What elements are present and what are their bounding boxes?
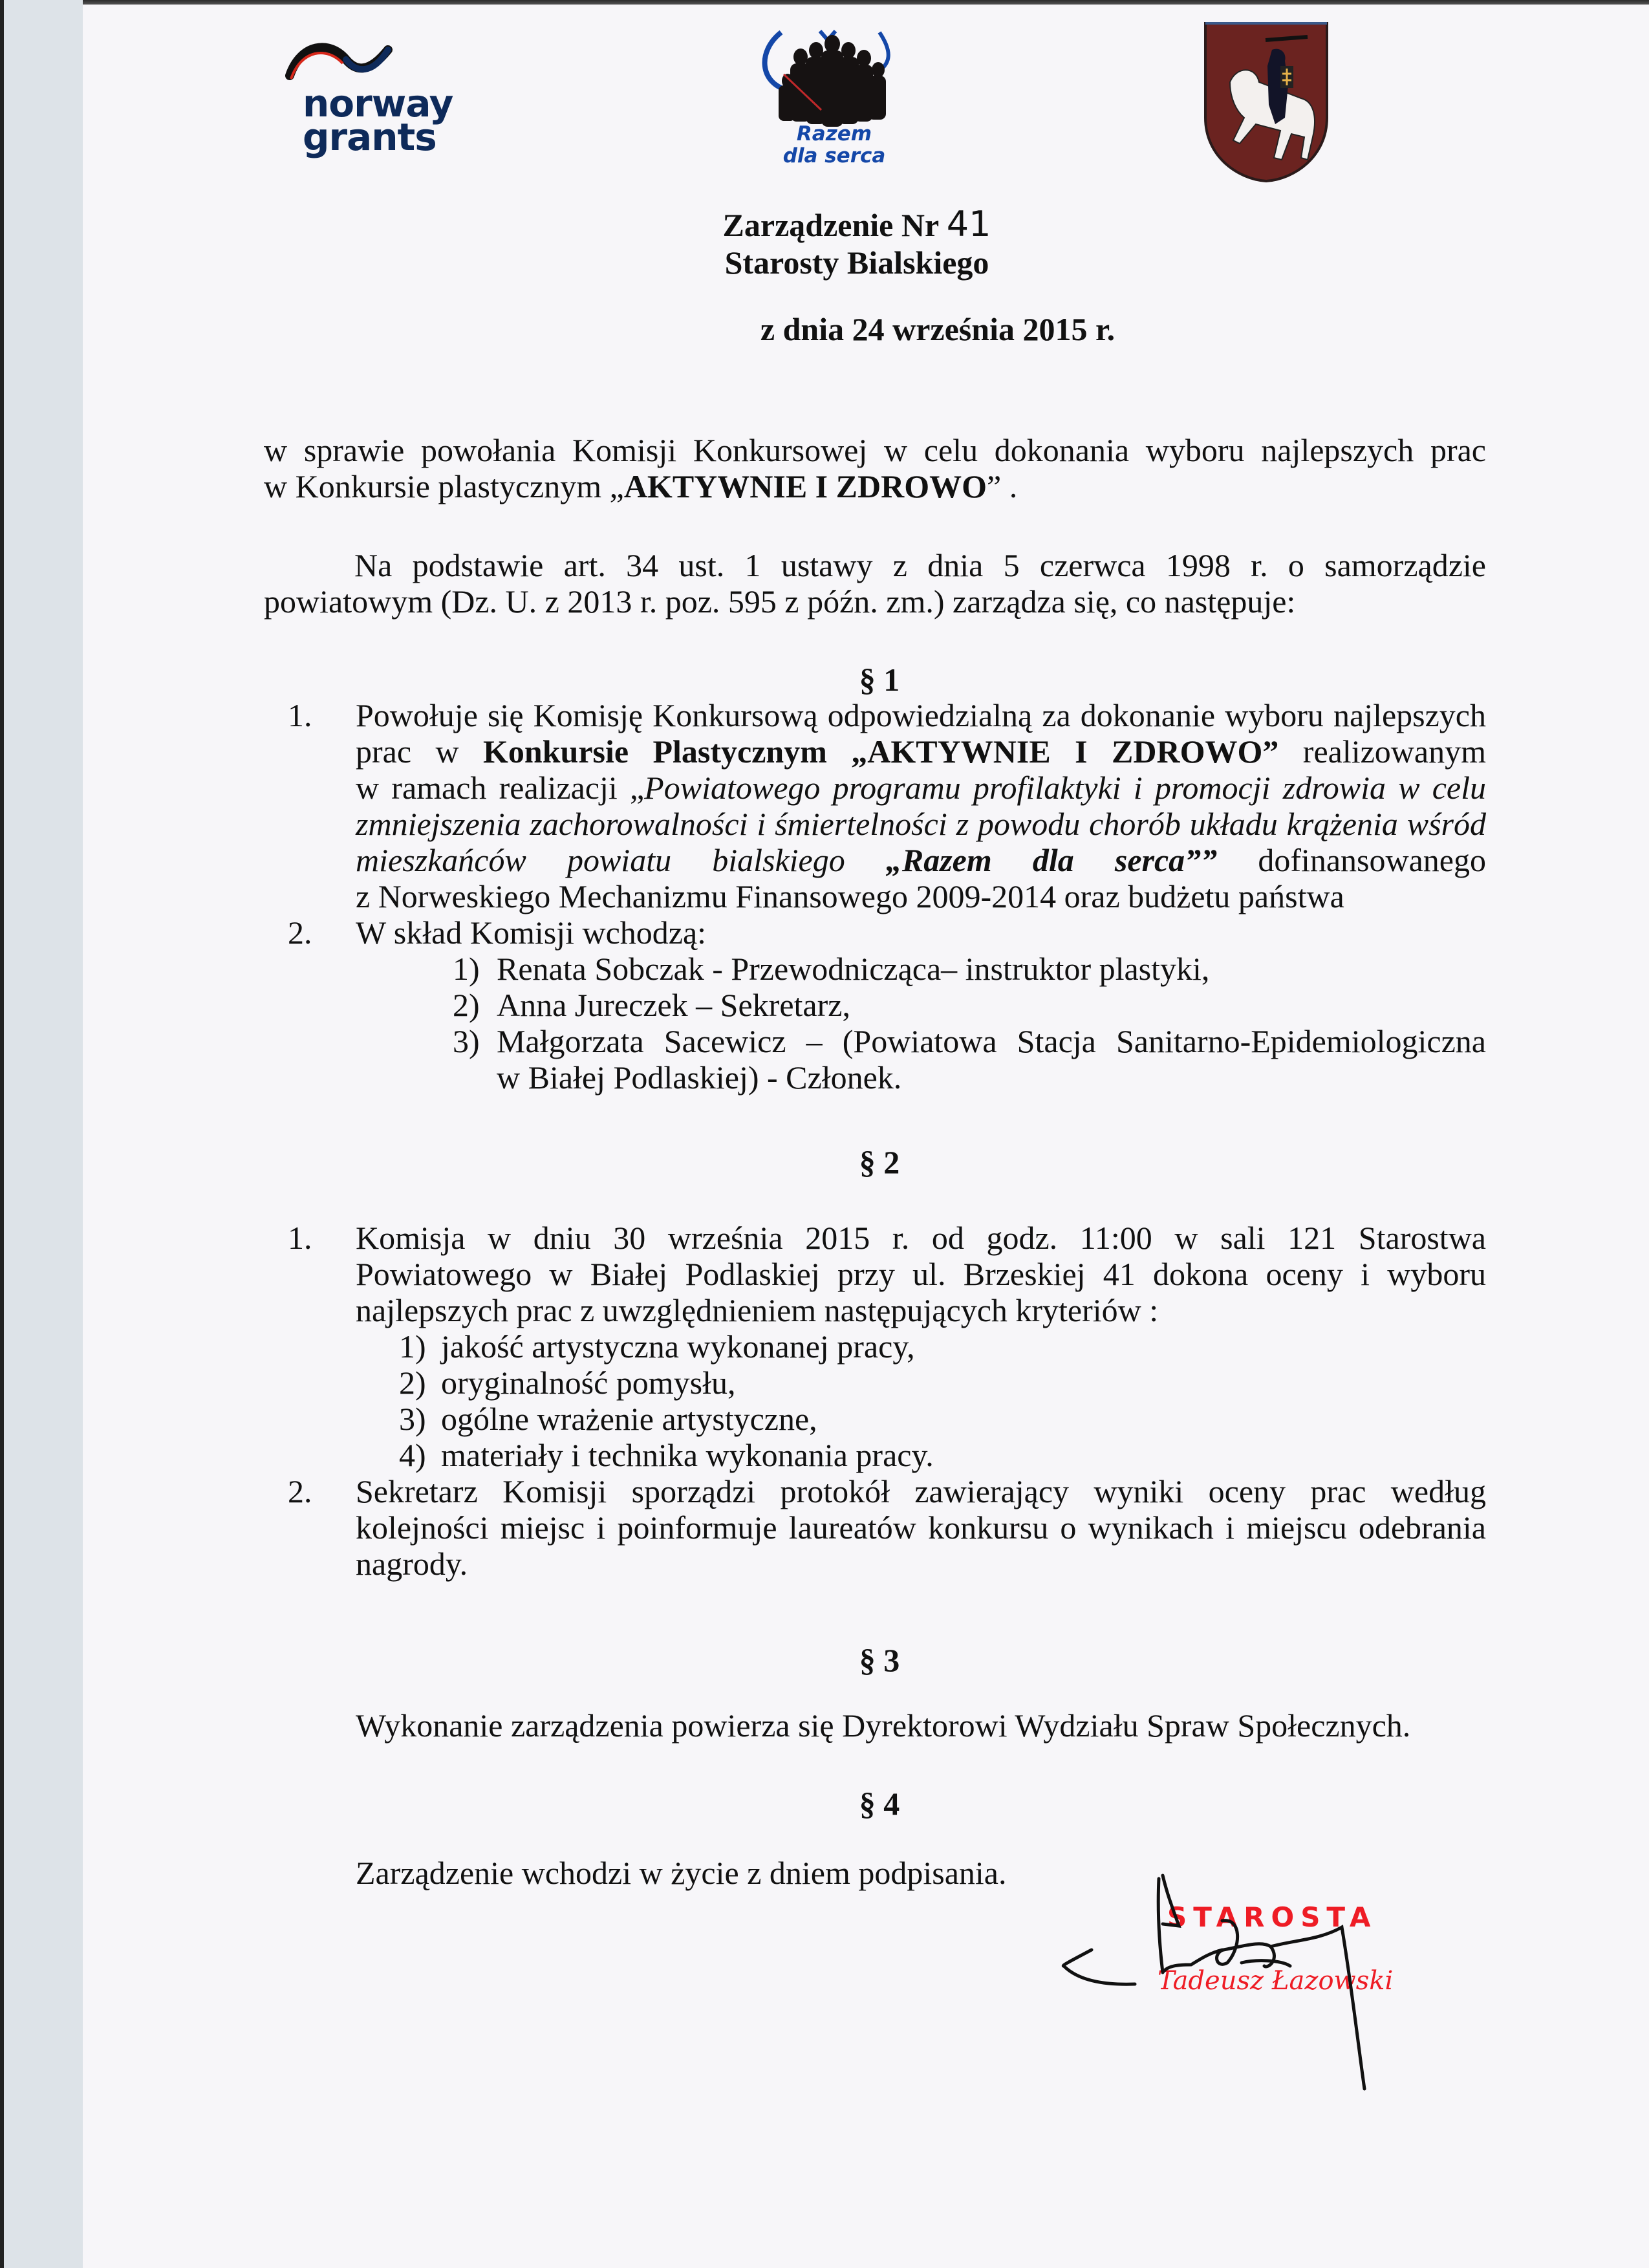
scan-top-edge — [0, 0, 1649, 5]
section-3-text: Wykonanie zarządzenia powierza się Dyrektorowi Wydziału Spraw Społecznych. — [356, 1707, 1411, 1744]
s2-item2-line3: nagrody. — [356, 1546, 468, 1582]
s1-text: prac w — [356, 733, 459, 770]
s1-item2-number: 2. — [288, 914, 312, 951]
stamp-name: Tadeusz Łazowski — [1158, 1966, 1394, 1996]
razem-dla-serca-logo — [744, 13, 918, 168]
section-2-heading: § 2 — [859, 1144, 900, 1180]
section-3-heading: § 3 — [859, 1642, 900, 1678]
stamp-title: STAROSTA — [1167, 1901, 1377, 1933]
s1-item1-line6: z Norweskiego Mechanizmu Finansowego 2009-2014 oraz budżetu państwa — [356, 878, 1344, 914]
s1-item1-line4: zmniejszenia zachorowalności i śmiertelności z powodu chorób układu krążenia wśród — [356, 806, 1486, 842]
s1-text: dofinansowanego — [1258, 842, 1486, 878]
section-4-heading: § 4 — [859, 1786, 900, 1822]
handwritten-number: 41 — [946, 204, 991, 244]
criterion-1: jakość artystyczna wykonanej pracy, — [441, 1328, 915, 1365]
program-name: Powiatowego programu profilaktyki i promocji zdrowia w celu — [644, 770, 1487, 806]
criterion-3: ogólne wrażenie artystyczne, — [441, 1401, 817, 1437]
criterion-2: oryginalność pomysłu, — [441, 1365, 736, 1401]
subject-line2 — [264, 468, 1486, 504]
legal-basis-line2: powiatowym (Dz. U. z 2013 r. poz. 595 z późn. zm.) zarządza się, co następuje: — [264, 583, 1296, 620]
member-3: Małgorzata Sacewicz – (Powiatowa Stacja Sanitarno-Epidemiologiczna — [497, 1023, 1486, 1059]
s2-item2-line1: Sekretarz Komisji sporządzi protokół zawierający wyniki oceny prac według — [356, 1473, 1486, 1509]
s2-item1-line3: najlepszych prac z uwzględnieniem następujących kryteriów : — [356, 1292, 1159, 1328]
s1-item2-text: W skład Komisji wchodzą: — [356, 914, 707, 951]
s1-item1-line2 — [356, 733, 1486, 770]
subject-line1: w sprawie powołania Komisji Konkursowej w celu dokonania wyboru najlepszych prac — [264, 432, 1486, 468]
s1-text: w ramach realizacji „ — [356, 770, 645, 806]
subject-suffix: ” . — [987, 468, 1018, 504]
s1-item1-line1: Powołuje się Komisję Konkursową odpowiedzialną za dokonanie wyboru najlepszych — [356, 697, 1486, 733]
section-1-heading: § 1 — [859, 662, 900, 698]
member-number: 3) — [453, 1023, 480, 1059]
member-number: 1) — [453, 951, 480, 987]
program-title: „Razem dla serca”” — [885, 842, 1218, 878]
criterion-4: materiały i technika wykonania pracy. — [441, 1437, 934, 1473]
program-name: mieszkańców powiatu bialskiego — [356, 842, 845, 878]
document-date: z dnia 24 września 2015 r. — [760, 311, 1116, 347]
criterion-number: 4) — [399, 1437, 426, 1473]
s2-item1-line2: Powiatowego w Białej Podlaskiej przy ul. Brzeskiej 41 dokona oceny i wyboru — [356, 1256, 1486, 1292]
issuer: Starosty Bialskiego — [724, 244, 989, 281]
s1-item1-line5 — [356, 842, 1486, 878]
criterion-number: 3) — [399, 1401, 426, 1437]
legal-basis-line1: Na podstawie art. 34 ust. 1 ustawy z dnia 5 czerwca 1998 r. o samorządzie — [354, 547, 1486, 583]
document-title — [0, 206, 1649, 281]
handwritten-signature — [1048, 1850, 1410, 2095]
s2-item2-number: 2. — [288, 1473, 312, 1509]
section-4-text: Zarządzenie wchodzi w życie z dniem podpisania. — [356, 1855, 1007, 1891]
member-3-continued: w Białej Podlaskiej) - Członek. — [497, 1059, 902, 1096]
norway-grants-line1: norway — [303, 81, 453, 125]
title-prefix: Zarządzenie Nr — [722, 207, 939, 243]
criterion-number: 1) — [399, 1328, 426, 1365]
subject-prefix: w Konkursie plastycznym „ — [264, 468, 624, 504]
s2-item1-number: 1. — [288, 1220, 312, 1256]
norway-grants-line2: grants — [303, 115, 436, 159]
member-2: Anna Jureczek – Sekretarz, — [497, 987, 850, 1023]
contest-name: AKTYWNIE I ZDROWO — [623, 468, 987, 504]
razem-logo-line1: Razem — [796, 122, 872, 146]
s2-item2-line2: kolejności miejsc i poinformuje laureatów konkursu o wynikach i miejscu odebrania — [356, 1509, 1486, 1546]
criterion-number: 2) — [399, 1365, 426, 1401]
norway-grants-logo — [285, 40, 498, 163]
s1-contest-name: Konkursie Plastycznym „AKTYWNIE I ZDROWO” — [483, 733, 1279, 770]
s1-item1-line3 — [356, 770, 1486, 806]
member-1: Renata Sobczak - Przewodnicząca– instruktor plastyki, — [497, 951, 1210, 987]
s2-item1-line1: Komisja w dniu 30 września 2015 r. od godz. 11:00 w sali 121 Starostwa — [356, 1220, 1486, 1256]
s1-text: realizowanym — [1302, 733, 1486, 770]
coat-of-arms-icon — [1204, 21, 1328, 182]
razem-logo-line2: dla serca — [782, 144, 886, 167]
s1-item1-number: 1. — [288, 697, 312, 733]
member-number: 2) — [453, 987, 480, 1023]
heart-people-icon — [744, 13, 918, 129]
